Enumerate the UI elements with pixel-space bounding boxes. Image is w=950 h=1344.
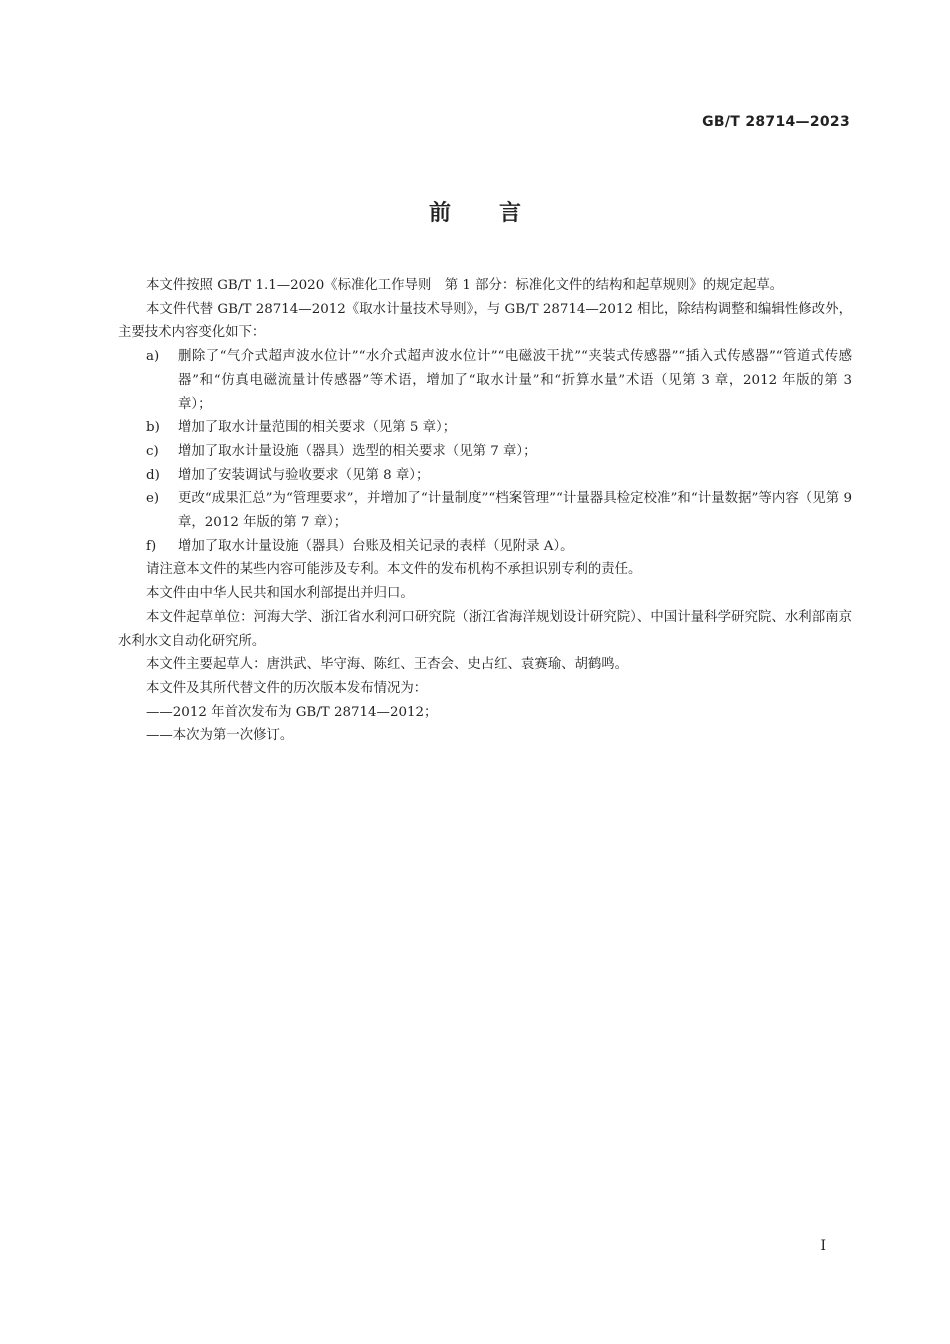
change-item-a bbox=[118, 345, 852, 416]
change-item-text: 增加了取水计量设施（器具）台账及相关记录的表样（见附录 A）。 bbox=[178, 538, 574, 554]
change-item-d bbox=[118, 464, 852, 488]
change-item-text: 删除了“气介式超声波水位计”“水介式超声波水位计”“电磁波干扰”“夹装式传感器”“插入式传感器”“管道式传感器”和“仿真电磁流量计传感器”等术语，增加了“取水计量”和“折算水量”术语（见第 3 章，2012 年版的第 3 章）； bbox=[178, 349, 852, 412]
history-item: ——2012 年首次发布为 GB/T 28714—2012； bbox=[146, 704, 438, 720]
standard-code: GB/T 28714—2023 bbox=[702, 114, 850, 130]
patent-notice-paragraph: 请注意本文件的某些内容可能涉及专利。本文件的发布机构不承担识别专利的责任。 bbox=[146, 562, 642, 578]
change-item-text: 增加了取水计量设施（器具）选型的相关要求（见第 7 章）； bbox=[178, 443, 537, 459]
history-intro-paragraph: 本文件及其所代替文件的历次版本发布情况为： bbox=[146, 680, 428, 696]
document-body bbox=[118, 274, 852, 748]
change-item-label: d) bbox=[146, 467, 160, 483]
change-item-f bbox=[118, 535, 852, 559]
change-item-label: c) bbox=[146, 443, 159, 459]
page-title: 前言 bbox=[428, 201, 569, 226]
drafters-paragraph: 本文件主要起草人：唐洪武、毕守海、陈红、王杏会、史占红、袁赛瑜、胡鹤鸣。 bbox=[146, 657, 629, 673]
replacement-paragraph: 本文件代替 GB/T 28714—2012《取水计量技术导则》，与 GB/T 28714—2012 相比，除结构调整和编辑性修改外，主要技术内容变化如下： bbox=[118, 301, 852, 341]
change-item-label: b) bbox=[146, 420, 160, 436]
change-item-label: e) bbox=[146, 491, 160, 507]
drafting-rule-paragraph: 本文件按照 GB/T 1.1—2020《标准化工作导则 第 1 部分：标准化文件的结构和起草规则》的规定起草。 bbox=[146, 278, 784, 293]
change-item-b bbox=[118, 416, 852, 440]
history-item: ——本次为第一次修订。 bbox=[146, 728, 294, 744]
change-item-c bbox=[118, 440, 852, 464]
page-number: I bbox=[820, 1238, 826, 1254]
change-item-e bbox=[118, 487, 852, 534]
change-item-label: a) bbox=[146, 349, 160, 365]
change-item-label: f) bbox=[146, 538, 157, 554]
change-item-text: 增加了安装调试与验收要求（见第 8 章）； bbox=[178, 467, 430, 483]
drafting-units-paragraph: 本文件起草单位：河海大学、浙江省水利河口研究院（浙江省海洋规划设计研究院）、中国计量科学研究院、水利部南京水利水文自动化研究所。 bbox=[118, 609, 852, 649]
change-item-text: 更改“成果汇总”为“管理要求”，并增加了“计量制度”“档案管理”“计量器具检定校准”和“计量数据”等内容（见第 9 章，2012 年版的第 7 章）； bbox=[178, 491, 852, 531]
change-item-text: 增加了取水计量范围的相关要求（见第 5 章）； bbox=[178, 420, 457, 436]
proposer-paragraph: 本文件由中华人民共和国水利部提出并归口。 bbox=[146, 586, 414, 602]
